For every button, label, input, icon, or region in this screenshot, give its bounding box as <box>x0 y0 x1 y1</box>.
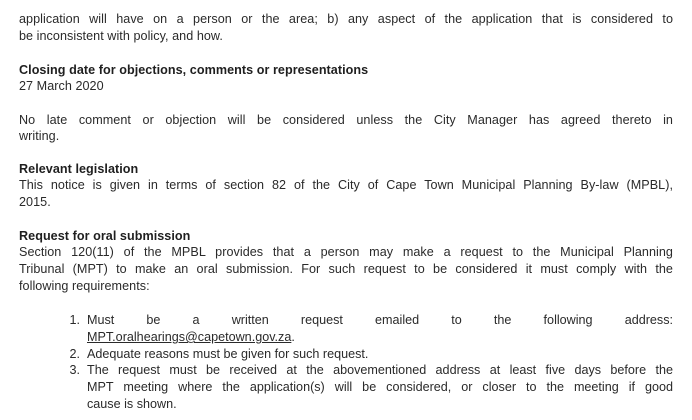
requirement-text-line-1: The request must be received at the abovementioned address at least five days before the <box>87 363 673 377</box>
late-comment-line-2: writing. <box>19 129 60 143</box>
legislation-line-1: This notice is given in terms of section 82 of the City of Cape Town Municipal Planning By-law (MPBL), <box>19 178 673 192</box>
oral-submission-line-3: following requirements: <box>19 279 150 293</box>
legislation-heading: Relevant legislation <box>19 162 139 176</box>
requirement-number: 1. <box>69 313 80 327</box>
legislation-line-2: 2015. <box>19 195 51 209</box>
intro-line-1: application will have on a person or the area; b) any aspect of the application that is considered to <box>19 12 673 26</box>
intro-line-2: be inconsistent with policy, and how. <box>19 29 223 43</box>
requirement-number: 3. <box>69 363 80 377</box>
email-suffix: . <box>291 330 295 344</box>
oral-submission-line-2: Tribunal (MPT) to make an oral submission. For such request to be considered it must comply with the <box>19 262 673 276</box>
late-comment-line-1: No late comment or objection will be considered unless the City Manager has agreed thereto in <box>19 113 673 127</box>
oral-submission-line-1: Section 120(11) of the MPBL provides that a person may make a request to the Municipal Planning <box>19 245 673 259</box>
closing-date-heading: Closing date for objections, comments or representations <box>19 63 369 77</box>
requirement-text-line-3: cause is shown. <box>87 397 177 411</box>
email-link[interactable]: MPT.oralhearings@capetown.gov.za <box>87 330 292 344</box>
requirement-text: Adequate reasons must be given for such request. <box>87 347 369 361</box>
requirement-text: Must be a written request emailed to the following address: <box>87 313 673 327</box>
closing-date-value: 27 March 2020 <box>19 79 104 93</box>
requirement-email-line <box>87 329 673 346</box>
oral-submission-heading: Request for oral submission <box>19 229 191 243</box>
requirement-number: 2. <box>69 347 80 361</box>
requirement-text-line-2: MPT meeting where the application(s) will be considered, or closer to the meeting if good <box>87 380 673 394</box>
